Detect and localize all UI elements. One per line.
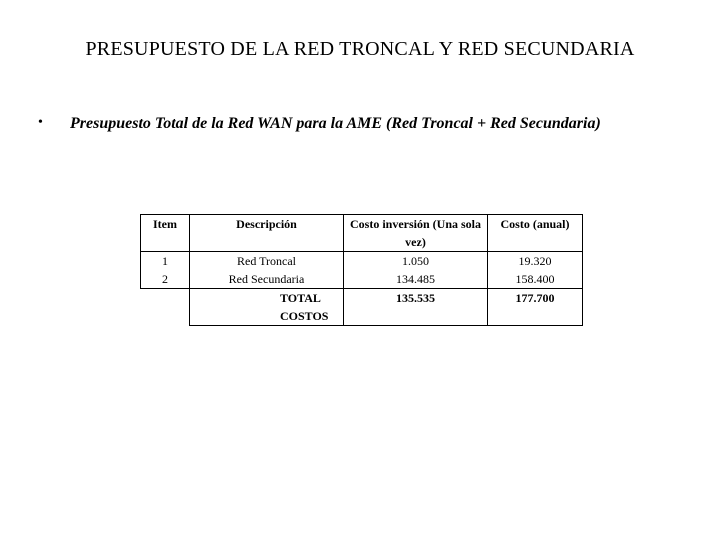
row-descripcion: Red Secundaria	[190, 270, 344, 289]
table-row	[141, 252, 583, 271]
total-label: TOTAL COSTOS	[190, 289, 344, 326]
total-costo-anual: 177.700	[488, 289, 583, 326]
slide-title: PRESUPUESTO DE LA RED TRONCAL Y RED SECUNDARIA	[85, 38, 635, 60]
table-total-row	[141, 289, 583, 326]
budget-table	[140, 214, 583, 326]
row-costo-anual: 19.320	[488, 252, 583, 271]
row-descripcion: Red Troncal	[190, 252, 344, 271]
header-costo-anual: Costo (anual)	[488, 215, 583, 252]
row-item: 1	[141, 252, 190, 271]
total-blank-cell	[141, 289, 190, 326]
table-row	[141, 270, 583, 289]
header-costo-inversion: Costo inversión (Una sola vez)	[344, 215, 488, 252]
row-costo-inversion: 134.485	[344, 270, 488, 289]
row-costo-inversion: 1.050	[344, 252, 488, 271]
bullet-text: Presupuesto Total de la Red WAN para la AME (Red Troncal + Red Secundaria)	[70, 115, 601, 132]
row-costo-anual: 158.400	[488, 270, 583, 289]
header-item: Item	[141, 215, 190, 252]
row-item: 2	[141, 270, 190, 289]
header-descripcion: Descripción	[190, 215, 344, 252]
bullet-dot: •	[38, 115, 43, 130]
total-costo-inversion: 135.535	[344, 289, 488, 326]
table-header-row	[141, 215, 583, 252]
